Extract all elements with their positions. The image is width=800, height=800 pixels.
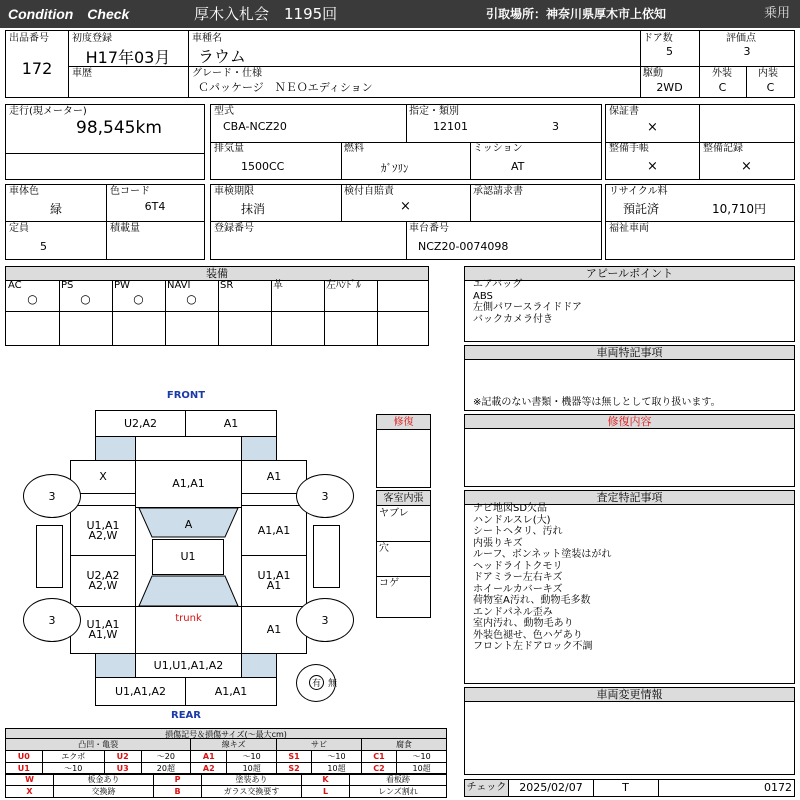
equip-sr-label: SR [220, 280, 234, 291]
front-bumper-right: A1 [185, 410, 277, 437]
change-pane [464, 687, 795, 775]
manual: × [647, 159, 658, 174]
pickup-location: 引取場所：神奈川県厚木市上依知 [486, 7, 667, 21]
body-color-label: 車体色 [9, 186, 39, 197]
legend-box [5, 728, 447, 796]
equip-pw-label: PW [114, 280, 130, 291]
check-label: チェック [465, 780, 509, 796]
self-exam-label: 検付自賠責 [344, 186, 394, 197]
legend-code: W [6, 774, 54, 786]
check-row [464, 779, 795, 797]
spare-none: 無 [328, 679, 338, 689]
inspect-line-1: ナビ地図SD欠品 [473, 503, 548, 514]
header-bar [0, 0, 800, 28]
inspect-line-2: ハンドルスレ(大) [473, 514, 551, 526]
legend-table-2 [5, 773, 447, 798]
windshield: A [184, 518, 193, 531]
legend-code: C1 [361, 751, 396, 763]
reg-no-label: 登録番号 [214, 223, 254, 234]
back-door: U1,U1,A1,A2 [135, 653, 242, 678]
inspect-line-12: 外装色褪せ、色ハゲあり [473, 629, 583, 641]
recycle-status: 預託済 [623, 202, 660, 216]
inspect-line-7: ドアミラー左右キズ [473, 572, 563, 583]
cabin-item-hole: 穴 [379, 543, 389, 554]
manual-label: 整備手帳 [609, 143, 649, 154]
rear-bumper-right: A1,A1 [185, 677, 277, 706]
model-label: 型式 [214, 106, 234, 117]
condition-check-title: Condition Check [8, 6, 130, 22]
fuel-label: 燃料 [344, 143, 364, 154]
history-label: 車歴 [72, 68, 92, 79]
front-door-right: A1,A1 [241, 505, 307, 556]
color-box [5, 184, 205, 260]
headlight-right [241, 436, 277, 461]
inspect-line-11: 室内汚れ、動物毛あり [473, 618, 574, 629]
approval-label: 承認請求書 [473, 186, 523, 197]
check-date: 2025/02/07 [519, 781, 583, 794]
lot-no-label: 出品番号 [9, 33, 49, 44]
tire-front-left: 3 [23, 474, 81, 518]
score-label: 評価点 [726, 33, 756, 44]
interior-label: 内装 [758, 68, 778, 79]
repair-content-title: 修復内容 [465, 415, 794, 429]
fender-left: X [70, 460, 136, 494]
front-label: FRONT [166, 390, 206, 401]
inspect-line-4: 内張りキズ [473, 537, 523, 549]
tire-rear-right: 3 [296, 598, 354, 642]
inspect-pane [464, 490, 795, 684]
equip-navi-label: NAVI [167, 280, 191, 291]
inspect-line-9: 荷物室A汚れ、動物毛多数 [473, 595, 591, 606]
tire-front-right: 3 [296, 474, 354, 518]
inspect-line-5: ルーフ、ボンネット塗装はがれ [473, 549, 612, 560]
equip-pw-value: ○ [133, 292, 144, 306]
warranty: × [647, 120, 658, 135]
legend-desc: 〜10 [312, 751, 362, 763]
legend-group-rust: サビ [277, 739, 362, 751]
maint-record-label: 整備記録 [703, 143, 743, 154]
cabin-item-burn: コゲ [379, 578, 399, 589]
legend-group-dent: 凸凹・亀裂 [6, 739, 191, 751]
legend-code: A1 [191, 751, 227, 763]
legend-desc: ガラス交換要す [202, 786, 302, 798]
equip-leather-label: 革 [273, 280, 283, 291]
load-label: 積載量 [110, 223, 140, 234]
appeal-line-2: ABS [473, 290, 493, 302]
exterior-label: 外装 [712, 68, 732, 79]
equipment-box [5, 266, 429, 346]
exterior: C [718, 81, 727, 94]
legend-group-scratch: 線キズ [191, 739, 277, 751]
rear-door-right: U1,A1 A1 [241, 555, 307, 607]
displacement-label: 排気量 [214, 143, 244, 154]
legend-desc: 板金あり [54, 774, 154, 786]
legend-desc: 10超 [312, 763, 362, 775]
legend-desc: 塗装あり [202, 774, 302, 786]
transmission-label: ミッション [473, 143, 523, 154]
equip-ps-label: PS [61, 280, 74, 291]
legend-table [5, 738, 447, 775]
repair-content-pane [464, 414, 795, 487]
recycle-fee: 10,710円 [712, 202, 766, 216]
doors: 5 [666, 45, 673, 58]
inspection: 抹消 [241, 202, 266, 216]
appeal-line-4: バックカメラ付き [473, 313, 553, 325]
legend-code: U0 [6, 751, 43, 763]
drive-label: 駆動 [643, 68, 663, 79]
legend-desc: 看板跡 [350, 774, 447, 786]
hood: A1,A1 [135, 460, 242, 508]
capacity: 5 [40, 240, 47, 253]
inspect-title: 査定特記事項 [465, 491, 794, 505]
first-reg-label: 初度登録 [72, 33, 112, 44]
rear-label: REAR [171, 710, 201, 721]
legend-code: U2 [104, 751, 141, 763]
auction-title: 厚木入札会 1195回 [194, 5, 338, 23]
grade: Ｃパッケージ ＮＥＯエディション [198, 81, 373, 94]
inspect-line-8: ホイールカバーキズ [473, 583, 563, 595]
repair-title: 修復 [377, 415, 430, 430]
inspect-line-3: シートヘタリ、汚れ [473, 526, 563, 537]
category: 3 [552, 120, 559, 133]
first-reg: H17年03月 [85, 48, 171, 67]
legend-desc: 20超 [141, 763, 191, 775]
mileage-box [5, 104, 205, 180]
change-title: 車両変更情報 [465, 688, 794, 702]
inspect-line-13: フロント左ドアロック不調 [473, 641, 593, 652]
body-color: 緑 [49, 202, 62, 216]
appeal-pane [464, 266, 795, 342]
spare-yes: 有 [309, 675, 324, 690]
maint-record: × [741, 159, 752, 174]
legend-code: C2 [361, 763, 396, 775]
legend-code: B [154, 786, 202, 798]
front-bumper-left: U2,A2 [95, 410, 186, 437]
self-exam: × [400, 199, 411, 214]
front-door-left: U1,A1 A2,W [70, 505, 136, 556]
inspection-label: 車検期限 [214, 186, 254, 197]
model-spec-box [210, 104, 602, 180]
model: CBA-NCZ20 [223, 120, 287, 133]
vehicle-info-top [5, 30, 795, 98]
legend-code: L [302, 786, 350, 798]
special-note: ※記載のない書類・機器等は無しとして取り扱います。 [473, 397, 721, 408]
legend-desc: 〜10 [397, 751, 447, 763]
transmission: AT [511, 160, 525, 173]
check-inspector: T [622, 781, 629, 794]
grade-label: グレード・仕様 [192, 68, 262, 79]
legend-code: A2 [191, 763, 227, 775]
car-name: ラウム [198, 47, 246, 66]
designation: 12101 [433, 120, 468, 133]
roof: U1 [152, 539, 224, 575]
doors-label: ドア数 [643, 33, 673, 44]
chassis: NCZ20-0074098 [418, 240, 509, 253]
displacement: 1500CC [241, 160, 285, 173]
rear-door-left: U2,A2 A2,W [70, 555, 136, 607]
legend-desc: 〜10 [227, 751, 277, 763]
taillight-left [95, 653, 136, 678]
taillight-right [241, 653, 277, 678]
appeal-line-3: 左側パワースライドドア [473, 302, 582, 313]
legend-code: S1 [277, 751, 312, 763]
warranty-box [605, 104, 795, 180]
car-name-label: 車種名 [192, 33, 222, 44]
special-pane [464, 345, 795, 411]
inspect-line-6: ヘッドライトクモリ [473, 560, 563, 572]
legend-code: K [302, 774, 350, 786]
mileage-label: 走行(現メーター) [9, 106, 87, 117]
legend-code: X [6, 786, 54, 798]
cabin-item-tear: ヤブレ [379, 508, 409, 519]
headlight-left [95, 436, 136, 461]
legend-code: U1 [6, 763, 43, 775]
recycle-box [605, 184, 795, 260]
trunk-label: trunk [175, 613, 202, 624]
cabin-box [376, 490, 431, 618]
inspect-line-10: エンドパネル歪み [473, 606, 553, 618]
mirror-right [313, 525, 340, 588]
legend-code: U3 [104, 763, 141, 775]
cabin-title: 客室内張 [377, 491, 430, 506]
warranty-label: 保証書 [609, 106, 639, 117]
score: 3 [743, 45, 751, 58]
recycle-label: リサイクル料 [609, 186, 668, 197]
interior: C [766, 81, 775, 94]
equipment-title: 装備 [6, 267, 428, 281]
color-code-label: 色コード [110, 186, 150, 197]
appeal-title: アピールポイント [465, 267, 794, 281]
equip-lhd-label: 左ﾊﾝﾄﾞﾙ [326, 280, 361, 291]
legend-desc: 〜20 [141, 751, 191, 763]
equip-navi-value: ○ [186, 292, 197, 306]
legend-title: 損傷記号＆損傷サイズ(〜最大cm) [5, 728, 447, 739]
tire-rear-left: 3 [23, 598, 81, 642]
legend-desc: 10超 [397, 763, 447, 775]
equip-ac-label: AC [8, 280, 22, 291]
appeal-line-1: エアバッグ [473, 279, 523, 290]
check-code: 0172 [764, 781, 792, 794]
legend-desc: レンズ割れ [350, 786, 447, 798]
special-title: 車両特記事項 [465, 346, 794, 360]
rear-bumper-left: U1,A1,A2 [95, 677, 186, 706]
legend-desc: 〜10 [42, 763, 104, 775]
repair-box [376, 414, 431, 488]
spare-tire [296, 664, 336, 702]
usage-type: 乗用 [764, 6, 791, 21]
designation-label: 指定・類別 [409, 106, 459, 117]
lot-no: 172 [21, 59, 53, 78]
welfare-label: 福祉車両 [609, 223, 649, 234]
mirror-left [36, 525, 63, 588]
equip-ac-value: ○ [27, 292, 38, 306]
legend-group-corrosion: 腐食 [361, 739, 446, 751]
legend-code: P [154, 774, 202, 786]
fuel: ｶﾞｿﾘﾝ [381, 162, 409, 175]
legend-desc: 10超 [227, 763, 277, 775]
mileage: 98,545km [76, 118, 162, 138]
equip-ps-value: ○ [80, 292, 91, 306]
legend-code: S2 [277, 763, 312, 775]
drive: 2WD [656, 81, 683, 94]
fender-right: A1 [241, 460, 307, 494]
quarter-left: U1,A1 A1,W [70, 606, 136, 654]
color-code: 6T4 [144, 200, 166, 213]
capacity-label: 定員 [9, 223, 29, 234]
quarter-right: A1 [241, 606, 307, 654]
legend-desc: 交換跡 [54, 786, 154, 798]
chassis-label: 車台番号 [409, 223, 449, 234]
inspection-box [210, 184, 602, 260]
legend-desc: エクボ [42, 751, 104, 763]
